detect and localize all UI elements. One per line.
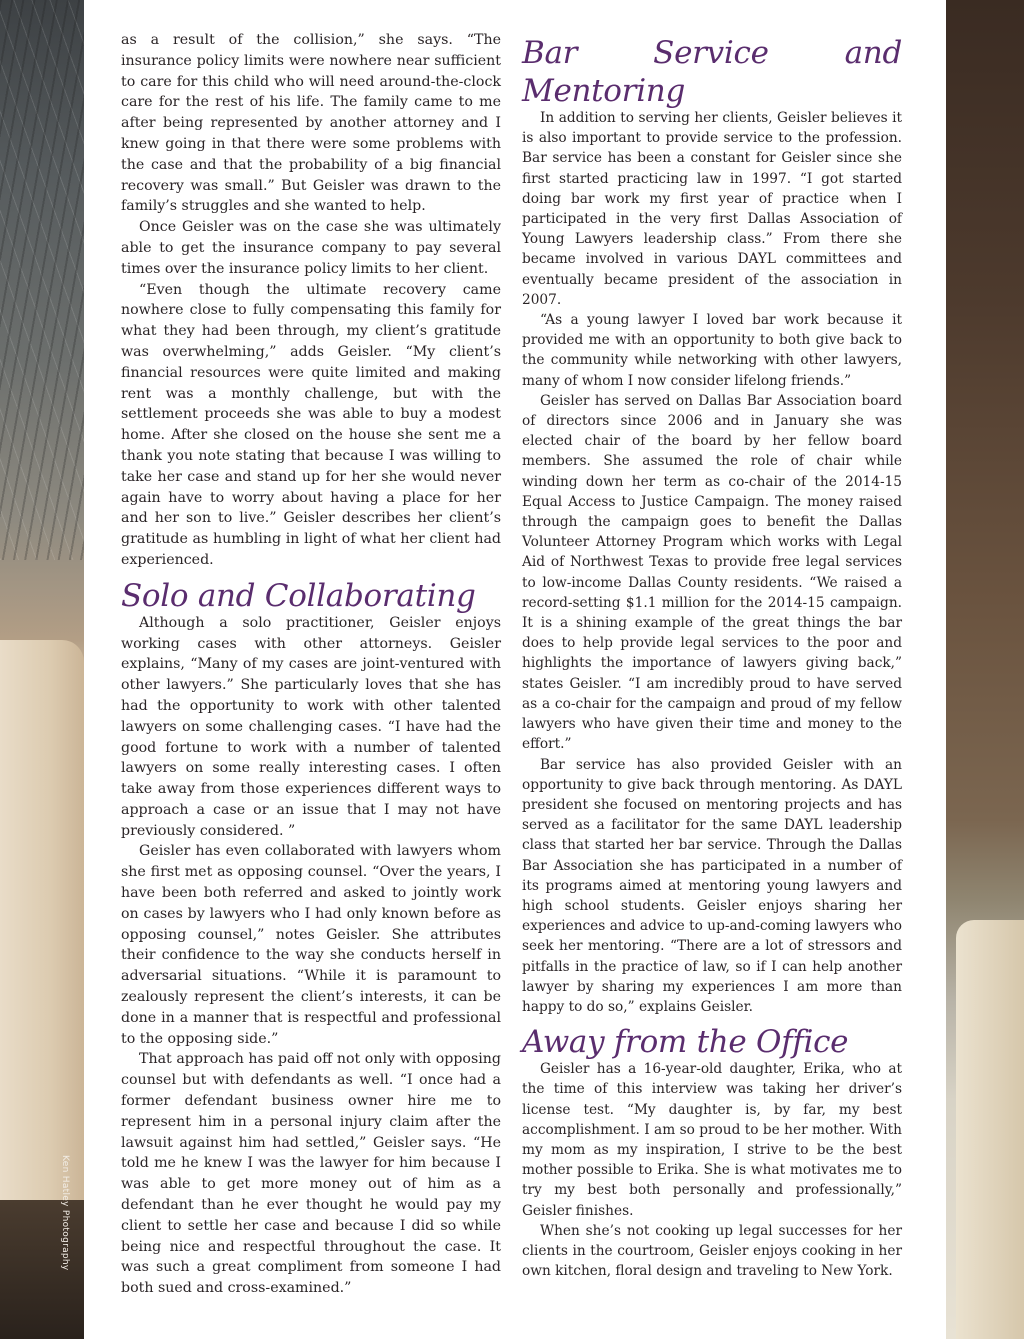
section-heading-bar-service: Bar Service and Mentoring bbox=[522, 35, 902, 109]
left-column bbox=[121, 30, 501, 1299]
article-paragraph: Geisler has even collaborated with lawyers whom she first met as opposing counsel. “Over the years, I have been both referred and asked to jointly work on cases by lawyers who I had only known before as opposing counsel,” notes Geisler. She attributes their confidence to the way she conducts herself in adversarial situations. “While it is paramount to zealously represent the client’s interests, it can be done in a manner that is respectful and professional to the opposing side.” bbox=[121, 843, 501, 1047]
article-paragraph: Geisler has served on Dallas Bar Association board of directors since 2006 and in January she was elected chair of the board by her fellow board members. She assumed the role of chair while winding down her term as co-chair of the 2014-15 Equal Access to Justice Campaign. The money raised through the campaign goes to benefit the Dallas Volunteer Attorney Program which works with Legal Aid of Northwest Texas to provide free legal services to low-income Dallas County residents. “We raised a record-setting $1.1 million for the 2014-15 campaign. It is a shining example of the great things the bar does to help provide legal services to the poor and highlights the importance of lawyers giving back,” states Geisler. “I am incredibly proud to have served as a co-chair for the campaign and proud of my fellow lawyers who have given their time and money to the effort.” bbox=[522, 392, 902, 753]
sofa-image bbox=[0, 640, 84, 1200]
tree-branches-image bbox=[0, 0, 84, 560]
floor-image bbox=[0, 1200, 84, 1339]
article-paragraph: “Even though the ultimate recovery came nowhere close to fully compensating this family for what they had been through, my client’s gratitude was overwhelming,” adds Geisler. “My client’s financial resources were quite limited and making rent was a monthly challenge, but with the settlement proceeds she was able to buy a modest home. After she closed on the house she sent me a thank you note stating that because I was willing to take her case and stand up for her she would never again have to worry about having a place for her and her son to live.” Geisler describes her client’s gratitude as humbling in light of what her client had experienced. bbox=[121, 281, 501, 568]
article-page bbox=[84, 0, 946, 1339]
right-column bbox=[522, 30, 902, 1281]
article-paragraph: That approach has paid off not only with opposing counsel but with defendants as well. “I once had a former defendant business owner hire me to represent him in a personal injury claim after the lawsuit against him had settled,” Geisler says. “He told me he knew I was the lawyer for him because I was able to get more money out of him as a defendant than he ever thought he would pay my client to settle her case and because I did so while being nice and respectful throughout the case. It was such a great compliment from someone I had both sued and cross-examined.” bbox=[121, 1051, 501, 1297]
article-paragraph: Once Geisler was on the case she was ultimately able to get the insurance company to pay several times over the insurance policy limits to her client. bbox=[121, 219, 501, 277]
section-heading-solo: Solo and Collaborating bbox=[121, 577, 476, 614]
photo-credit: Ken Hatley Photography bbox=[60, 1155, 70, 1271]
article-paragraph: as a result of the collision,” she says. “The insurance policy limits were nowhere near sufficient to care for this child who will need around-the-clock care for the rest of his life. The family came to me after being represented by another attorney and I knew going in that there were some problems with the case and that the probability of a big financial recovery was small.” But Geisler was drawn to the family’s struggles and she wanted to help. bbox=[121, 32, 501, 215]
article-paragraph: Although a solo practitioner, Geisler enjoys working cases with other attorneys. Geisler explains, “Many of my cases are joint-ventured with other lawyers.” She particularly loves that she has had the opportunity to work with other talented lawyers on some challenging cases. “I have had the good fortune to work with a number of talented lawyers on some really interesting cases. I often take away from those experiences different ways to approach a case or an issue that I may not have previously considered. ” bbox=[121, 614, 501, 839]
background-photo-right bbox=[946, 0, 1024, 1339]
article-paragraph: When she’s not cooking up legal successes for her clients in the courtroom, Geisler enjoys cooking in her own kitchen, floral design and traveling to New York. bbox=[522, 1222, 902, 1280]
section-heading-away: Away from the Office bbox=[522, 1024, 849, 1061]
article-paragraph: Bar service has also provided Geisler with an opportunity to give back through mentoring. As DAYL president she focused on mentoring projects and has served as a facilitator for the same DAYL leadership class that started her bar service. Through the Dallas Bar Association she has participated in a number of its programs aimed at mentoring young lawyers and high school students. Geisler enjoys sharing her experiences and advice to up-and-coming lawyers who seek her mentoring. “There are a lot of stressors and pitfalls in the practice of law, so if I can help another lawyer by sharing my experiences I am more than happy to do so,” explains Geisler. bbox=[522, 756, 902, 1015]
sofa-image-right bbox=[956, 920, 1024, 1339]
background-photo-left bbox=[0, 0, 84, 1339]
article-paragraph: “As a young lawyer I loved bar work because it provided me with an opportunity to both give back to the community while networking with other lawyers, many of whom I now consider lifelong friends.” bbox=[522, 312, 902, 389]
article-paragraph: In addition to serving her clients, Geisler believes it is also important to provide service to the profession. Bar service has been a constant for Geisler since she first started practicing law in 1997. “I got started doing bar work my first year of practice when I participated in the very first Dallas Association of Young Lawyers leadership class.” From there she became involved in various DAYL committees and eventually became president of the association in 2007. bbox=[522, 110, 902, 308]
article-paragraph: Geisler has a 16-year-old daughter, Erika, who at the time of this interview was taking her driver’s license test. “My daughter is, by far, my best accomplishment. I am so proud to be her mother. With my mom as my inspiration, I strive to be the best mother possible to Erika. She is what motivates me to try my best both personally and professionally,” Geisler finishes. bbox=[522, 1061, 902, 1219]
